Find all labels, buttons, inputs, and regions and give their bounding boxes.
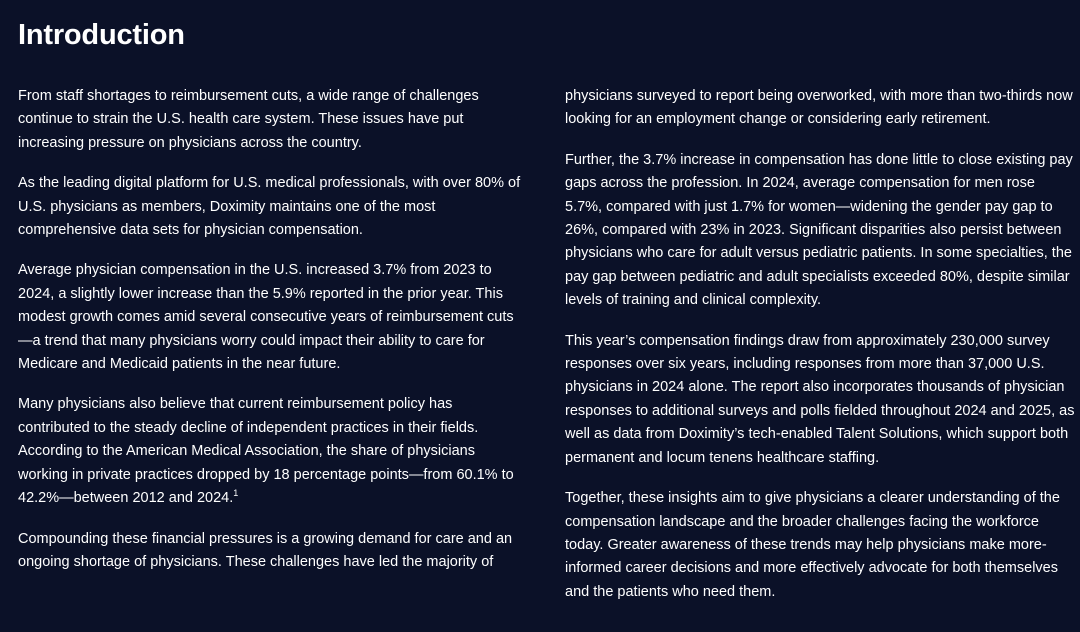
footnote-marker: 1 (233, 488, 239, 499)
paragraph-private-practice-text: Many physicians also believe that current reimbursement policy has contributed to the steady decline of independent practices in their fields. According to the American Medical Association, the share of physicians working in private practices dropped by 18 percentage points—from 60.1% to 42.2%—between 2012 and 2024. (18, 396, 514, 507)
paragraph-private-practice-decline (18, 393, 528, 510)
left-column (18, 85, 528, 591)
section-heading: Introduction (18, 19, 185, 51)
paragraph-insights: Together, these insights aim to give physicians a clearer understanding of the compensation landscape and the broader challenges facing the workforce today. Greater awareness of these trends may help physicians make more-informed career decisions and more effectively advocate for both themselves and the patients who need them. (565, 490, 1060, 600)
paragraph-doximity-platform: As the leading digital platform for U.S. medical professionals, with over 80% of U.S. physicians as members, Doximity maintains one of the most comprehensive data sets for physician compensation. (18, 175, 521, 239)
paragraph-methodology: This year’s compensation findings draw from approximately 230,000 survey responses over six years, including responses from more than 37,000 U.S. physicians in 2024 alone. The report also incorporates thousands of physician responses to additional surveys and polls fielded throughout 2024 and 2025, as well as data from Doximity’s tech-enabled Talent Solutions, which support both permanent and locum tenens healthcare staffing. (565, 332, 1075, 466)
paragraph-average-compensation: Average physician compensation in the U.S. increased 3.7% from 2023 to 2024, a slightly lower increase than the 5.9% reported in the prior year. This modest growth comes amid several consecutive years of reimbursement cuts—a trend that many physicians worry could impact their ability to care for Medicare and Medicaid patients in the near future. (18, 262, 514, 373)
paragraph-overworked: physicians surveyed to report being overworked, with more than two-thirds now looking for an employment change or considering early retirement. (565, 88, 1073, 128)
paragraph-pay-gaps: Further, the 3.7% increase in compensation has done little to close existing pay gaps across the profession. In 2024, average compensation for men rose 5.7%, compared with just 1.7% for women—widening the gender pay gap to 26%, compared with 23% in 2023. Significant disparities also persist between physicians who care for adult versus pediatric patients. In some specialties, the pay gap between pediatric and adult specialists exceeded 80%, despite similar levels of training and clinical complexity. (565, 151, 1073, 309)
right-column (565, 85, 1075, 621)
paragraph-demand-shortage: Compounding these financial pressures is a growing demand for care and an ongoing shortage of physicians. These challenges have led the majority of (18, 530, 513, 570)
paragraph-staff-shortages: From staff shortages to reimbursement cuts, a wide range of challenges continue to strain the U.S. health care system. These issues have put increasing pressure on physicians across the country. (18, 88, 479, 151)
